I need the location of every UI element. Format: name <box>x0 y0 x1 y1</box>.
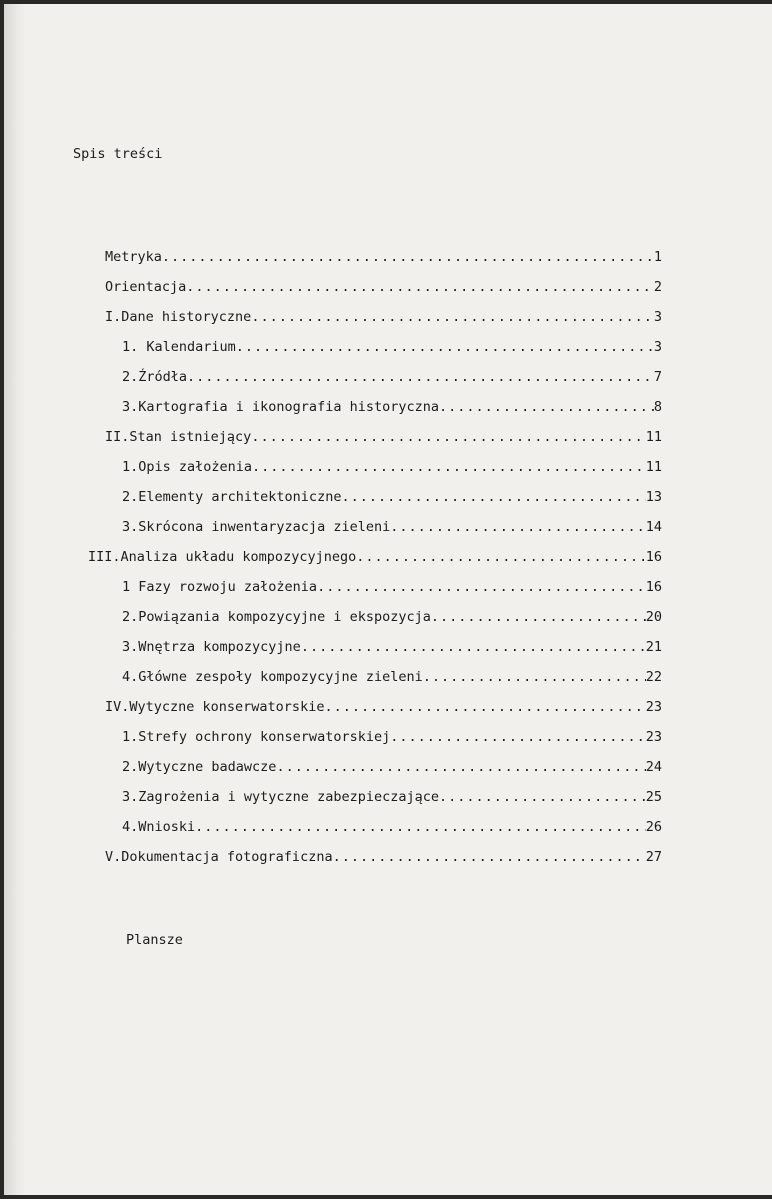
toc-entry <box>122 397 662 417</box>
toc-entry <box>105 847 662 867</box>
toc-entry-title: 2.Elementy architektoniczne <box>122 489 342 505</box>
toc-entry <box>122 337 662 357</box>
toc-entry-title: 1.Opis założenia <box>122 459 253 475</box>
toc-dot-leader <box>324 697 645 717</box>
toc-dot-leader <box>195 817 646 837</box>
toc-dot-leader <box>356 547 646 567</box>
toc-entry-title: 3.Kartografia i ikonografia historyczna <box>122 399 439 415</box>
toc-entry-title: 2.Źródła <box>122 369 188 385</box>
toc-entry <box>122 367 662 387</box>
toc-entry-page-number: 25 <box>645 789 662 805</box>
toc-entry <box>122 727 662 747</box>
toc-entry-page-number: 23 <box>645 699 662 715</box>
toc-dot-leader <box>317 577 646 597</box>
toc-entry-title: Orientacja <box>105 279 187 295</box>
toc-entry <box>105 307 662 327</box>
toc-entry-page-number: 2 <box>653 279 662 295</box>
toc-entry-title: II.Stan istniejący <box>105 429 252 445</box>
toc-entry-page-number: 22 <box>645 669 662 685</box>
toc-entry-title: 4.Główne zespoły kompozycyjne zieleni <box>122 669 423 685</box>
toc-dot-leader <box>186 277 654 297</box>
toc-entry-page-number: 3 <box>653 309 662 325</box>
toc-dot-leader <box>251 307 654 327</box>
toc-entry-title: 3.Skrócona inwentaryzacja zieleni <box>122 519 391 535</box>
toc-entry-page-number: 20 <box>645 609 662 625</box>
page-binding-shadow <box>4 4 26 1195</box>
toc-dot-leader <box>251 427 645 447</box>
toc-entry-page-number: 11 <box>645 429 662 445</box>
toc-entry <box>122 667 662 687</box>
toc-entry-page-number: 11 <box>645 459 662 475</box>
toc-entry <box>122 487 662 507</box>
toc-entry-title: 2.Powiązania kompozycyjne i ekspozycja <box>122 609 431 625</box>
toc-dot-leader <box>390 727 646 747</box>
toc-entry <box>122 787 662 807</box>
toc-entry-page-number: 13 <box>645 489 662 505</box>
toc-dot-leader <box>431 607 646 627</box>
toc-entry <box>105 697 662 717</box>
toc-dot-leader <box>333 847 646 867</box>
toc-entry <box>122 577 662 597</box>
toc-entry-title: V.Dokumentacja fotograficzna <box>105 849 333 865</box>
toc-entry-title: III.Analiza układu kompozycyjnego <box>88 549 357 565</box>
toc-entry-page-number: 23 <box>645 729 662 745</box>
toc-dot-leader <box>341 487 645 507</box>
toc-entry-page-number: 8 <box>653 399 662 415</box>
toc-entry-title: Metryka <box>105 249 162 265</box>
toc-entry-title: 1. Kalendarium <box>122 339 236 355</box>
toc-entry-title: 1.Strefy ochrony konserwatorskiej <box>122 729 391 745</box>
toc-entry-title: 1 Fazy rozwoju założenia <box>122 579 318 595</box>
toc-entry <box>122 817 662 837</box>
toc-dot-leader <box>162 247 654 267</box>
toc-entry-page-number: 26 <box>645 819 662 835</box>
toc-entry <box>122 517 662 537</box>
toc-entry <box>122 757 662 777</box>
toc-entry-page-number: 7 <box>653 369 662 385</box>
toc-dot-leader <box>301 637 646 657</box>
toc-dot-leader <box>187 367 654 387</box>
toc-entry-title: I.Dane historyczne <box>105 309 252 325</box>
toc-dot-leader <box>390 517 646 537</box>
toc-entry-title: 4.Wnioski <box>122 819 196 835</box>
toc-entry-page-number: 14 <box>645 519 662 535</box>
toc-entry-title: 2.Wytyczne badawcze <box>122 759 277 775</box>
toc-dot-leader <box>252 457 646 477</box>
toc-entry <box>122 457 662 477</box>
toc-entry-page-number: 16 <box>645 549 662 565</box>
toc-dot-leader <box>276 757 645 777</box>
toc-dot-leader <box>236 337 654 357</box>
toc-entry-page-number: 1 <box>653 249 662 265</box>
toc-entry <box>105 247 662 267</box>
plates-label: Plansze <box>126 932 183 948</box>
toc-entry <box>122 607 662 627</box>
toc-entry-page-number: 3 <box>653 339 662 355</box>
page-title: Spis treści <box>73 146 163 162</box>
toc-entry-page-number: 27 <box>645 849 662 865</box>
toc-entry <box>105 277 662 297</box>
toc-entry-page-number: 21 <box>645 639 662 655</box>
toc-entry-title: 3.Zagrożenia i wytyczne zabezpieczające <box>122 789 439 805</box>
toc-dot-leader <box>439 787 646 807</box>
toc-entry <box>88 547 662 567</box>
toc-entry <box>105 427 662 447</box>
toc-dot-leader <box>423 667 646 687</box>
toc-entry-page-number: 24 <box>645 759 662 775</box>
toc-dot-leader <box>439 397 654 417</box>
document-page <box>4 4 772 1195</box>
toc-entry <box>122 637 662 657</box>
toc-entry-page-number: 16 <box>645 579 662 595</box>
toc-entry-title: IV.Wytyczne konserwatorskie <box>105 699 325 715</box>
toc-entry-title: 3.Wnętrza kompozycyjne <box>122 639 301 655</box>
